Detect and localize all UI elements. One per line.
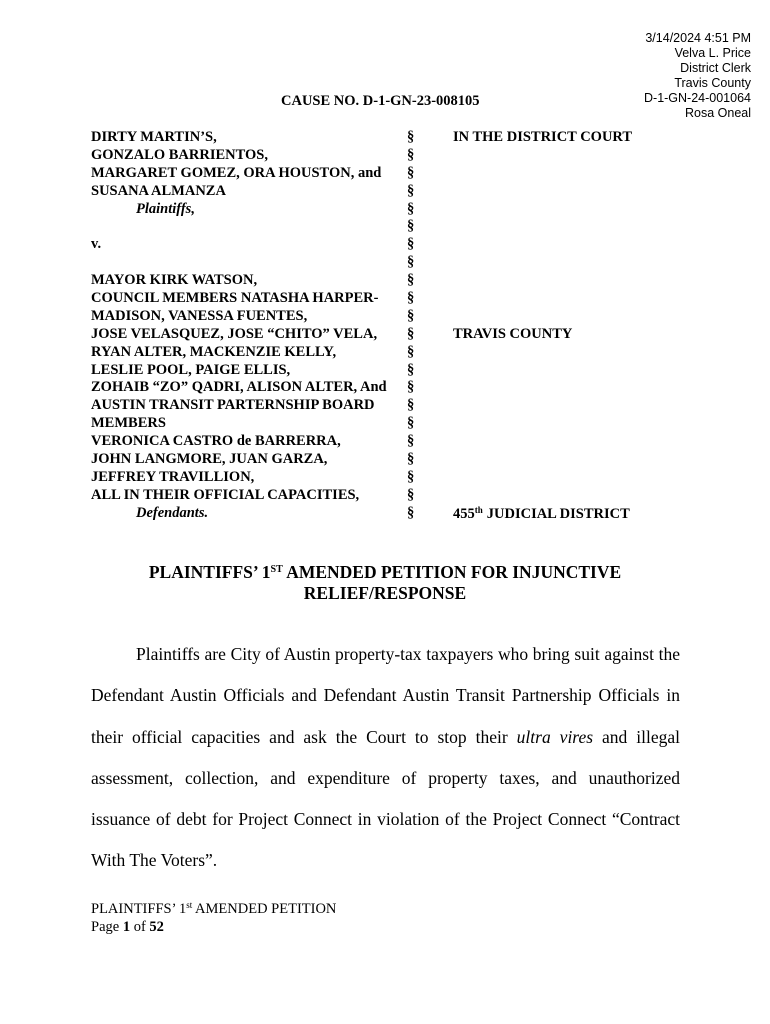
section-symbol: § bbox=[407, 254, 415, 271]
caption-party: VERONICA CASTRO de BARRERRA, bbox=[91, 433, 341, 450]
section-symbol: § bbox=[407, 218, 415, 235]
district-number: 455 bbox=[453, 505, 475, 522]
stamp-filing-number: D-1-GN-24-001064 bbox=[644, 91, 751, 105]
caption-line bbox=[91, 344, 691, 362]
caption-line bbox=[91, 236, 691, 254]
page-prefix: Page bbox=[91, 919, 123, 935]
stamp-county: Travis County bbox=[674, 76, 751, 90]
caption-line bbox=[91, 201, 691, 219]
caption-party: RYAN ALTER, MACKENZIE KELLY, bbox=[91, 343, 337, 360]
section-symbol: § bbox=[407, 397, 415, 414]
section-symbol: § bbox=[407, 468, 415, 485]
section-symbol: § bbox=[407, 451, 415, 468]
caption-line bbox=[91, 165, 691, 183]
caption-line bbox=[91, 290, 691, 308]
caption-line bbox=[91, 362, 691, 380]
caption-line bbox=[91, 183, 691, 201]
section-symbol: § bbox=[407, 182, 415, 199]
stamp-deputy: Rosa Oneal bbox=[684, 106, 751, 120]
footer-text: PLAINTIFFS’ 1 bbox=[91, 901, 187, 917]
caption-line bbox=[91, 272, 691, 290]
section-symbol: § bbox=[407, 146, 415, 163]
caption-party: LESLIE POOL, PAIGE ELLIS, bbox=[91, 361, 291, 378]
caption-party: ZOHAIB “ZO” QADRI, ALISON ALTER, And bbox=[91, 379, 387, 396]
court-designation: IN THE DISTRICT COURT bbox=[453, 129, 633, 145]
title-text: PLAINTIFFS’ 1 bbox=[148, 562, 271, 582]
page-separator: of bbox=[130, 919, 150, 935]
title-line-1 bbox=[0, 559, 770, 583]
section-symbol: § bbox=[407, 486, 415, 503]
caption-line bbox=[91, 451, 691, 469]
section-symbol: § bbox=[407, 343, 415, 360]
defendants-label: Defendants. bbox=[136, 504, 209, 521]
caption-line bbox=[91, 415, 691, 433]
section-symbol: § bbox=[407, 129, 415, 145]
caption-line bbox=[91, 254, 691, 272]
caption-line bbox=[91, 379, 691, 397]
section-symbol: § bbox=[407, 307, 415, 324]
stamp-clerk-title: District Clerk bbox=[680, 61, 751, 75]
title-line-2: RELIEF/RESPONSE bbox=[303, 583, 467, 603]
section-symbol: § bbox=[407, 290, 415, 307]
caption-line bbox=[91, 469, 691, 487]
versus-label: v. bbox=[91, 236, 102, 253]
caption-line bbox=[91, 308, 691, 326]
section-symbol: § bbox=[407, 415, 415, 432]
caption-line bbox=[91, 218, 691, 236]
section-symbol: § bbox=[407, 200, 415, 217]
caption-party: JOHN LANGMORE, JUAN GARZA, bbox=[91, 451, 328, 468]
caption-party: MEMBERS bbox=[91, 415, 166, 432]
title-text: AMENDED PETITION FOR INJUNCTIVE bbox=[282, 562, 622, 582]
caption-party: SUSANA ALMANZA bbox=[91, 182, 226, 199]
section-symbol: § bbox=[407, 272, 415, 289]
clerk-filing-stamp bbox=[644, 31, 751, 121]
stamp-datetime: 3/14/2024 4:51 PM bbox=[645, 31, 751, 45]
caption-party: JEFFREY TRAVILLION, bbox=[91, 468, 255, 485]
section-symbol: § bbox=[407, 504, 415, 521]
section-symbol: § bbox=[407, 325, 415, 342]
caption-party: MADISON, VANESSA FUENTES, bbox=[91, 307, 308, 324]
paragraph-italic-text: ultra vires bbox=[516, 726, 594, 747]
caption-party: MARGARET GOMEZ, ORA HOUSTON, and bbox=[91, 164, 382, 181]
section-symbol: § bbox=[407, 164, 415, 181]
caption-party: JOSE VELASQUEZ, JOSE “CHITO” VELA, bbox=[91, 325, 378, 342]
page-current: 1 bbox=[122, 919, 131, 935]
stamp-clerk-name: Velva L. Price bbox=[674, 46, 751, 60]
footer-text: AMENDED PETITION bbox=[192, 901, 337, 917]
caption-line bbox=[91, 397, 691, 415]
section-symbol: § bbox=[407, 361, 415, 378]
body-paragraph bbox=[91, 634, 680, 882]
section-symbol: § bbox=[407, 236, 415, 253]
document-title bbox=[0, 559, 770, 604]
caption-line bbox=[91, 326, 691, 344]
district-label: JUDICIAL DISTRICT bbox=[486, 505, 630, 522]
paragraph-text: Plaintiffs are City of Austin property-tax taxpayers who bring suit against the Defendant Austin Officials and Defendant Austin Transit Partnership Officials in their official capacities and ask the Court to stop their bbox=[91, 644, 680, 747]
page-number bbox=[91, 918, 336, 936]
caption-party: COUNCIL MEMBERS NATASHA HARPER- bbox=[91, 290, 379, 307]
cause-number: CAUSE NO. D-1-GN-23-008105 bbox=[281, 93, 480, 109]
caption-line bbox=[91, 147, 691, 165]
footer-ordinal: st bbox=[186, 900, 193, 910]
caption-party: ALL IN THEIR OFFICIAL CAPACITIES, bbox=[91, 486, 360, 503]
section-symbol: § bbox=[407, 379, 415, 396]
title-ordinal: ST bbox=[270, 564, 283, 575]
footer-document-name bbox=[91, 896, 336, 918]
page-footer bbox=[91, 896, 336, 936]
caption-line bbox=[91, 129, 691, 147]
district-suffix: th bbox=[474, 504, 483, 515]
paragraph-text: and illegal assessment, collection, and expenditure of property taxes, and unauthorized issuance of debt for Project Connect in violation of the Project Connect “Contract With The Voters”. bbox=[91, 726, 680, 871]
case-caption bbox=[91, 129, 691, 523]
county-designation: TRAVIS COUNTY bbox=[453, 325, 573, 342]
page-total: 52 bbox=[149, 919, 164, 935]
caption-party: GONZALO BARRIENTOS, bbox=[91, 146, 268, 163]
section-symbol: § bbox=[407, 433, 415, 450]
caption-line bbox=[91, 433, 691, 451]
caption-line bbox=[91, 487, 691, 505]
caption-party: AUSTIN TRANSIT PARTERNSHIP BOARD bbox=[91, 397, 375, 414]
plaintiffs-label: Plaintiffs, bbox=[136, 200, 195, 217]
caption-party: MAYOR KIRK WATSON, bbox=[91, 272, 258, 289]
judicial-district bbox=[453, 505, 630, 523]
caption-party: DIRTY MARTIN’S, bbox=[91, 129, 217, 145]
caption-line bbox=[91, 505, 691, 523]
paragraph-1 bbox=[91, 634, 680, 882]
